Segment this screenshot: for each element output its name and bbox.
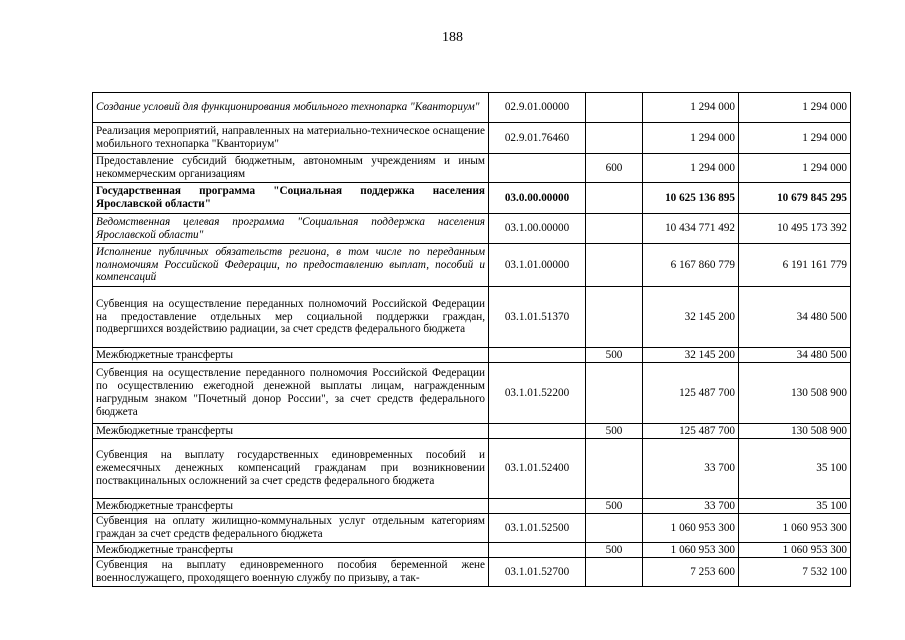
row-expense-type-cell (586, 214, 643, 244)
row-amount-year2-cell: 34 480 500 (739, 287, 851, 348)
row-amount-year2-cell: 1 294 000 (739, 123, 851, 154)
table-row (93, 123, 851, 154)
row-amount-year1-cell: 1 060 953 300 (643, 514, 739, 543)
row-name-cell: Межбюджетные трансферты (93, 348, 489, 363)
row-amount-year2-cell: 10 495 173 392 (739, 214, 851, 244)
table-row (93, 424, 851, 439)
table-row (93, 183, 851, 214)
table-row (93, 348, 851, 363)
table-row (93, 287, 851, 348)
row-name-cell: Межбюджетные трансферты (93, 499, 489, 514)
row-name-cell: Государственная программа "Социальная поддержка населения Ярославской области" (93, 183, 489, 214)
row-expense-type-cell: 600 (586, 154, 643, 183)
row-code-cell (489, 543, 586, 558)
page-number: 188 (442, 30, 463, 45)
row-code-cell: 03.1.01.00000 (489, 244, 586, 287)
row-code-cell: 03.0.00.00000 (489, 183, 586, 214)
table-row (93, 214, 851, 244)
table-row (93, 558, 851, 587)
budget-table (92, 92, 851, 587)
row-amount-year1-cell: 10 434 771 492 (643, 214, 739, 244)
row-amount-year2-cell: 35 100 (739, 439, 851, 499)
row-amount-year1-cell: 1 294 000 (643, 154, 739, 183)
row-expense-type-cell: 500 (586, 499, 643, 514)
row-name-cell: Субвенция на выплату единовременного пособия беременной жене военнослужащего, проходящего военную службу по призыву, а так- (93, 558, 489, 587)
table-row (93, 154, 851, 183)
row-name-cell: Межбюджетные трансферты (93, 424, 489, 439)
row-name-cell: Предоставление субсидий бюджетным, автономным учреждениям и иным некоммерческим организациям (93, 154, 489, 183)
row-name-cell: Субвенция на осуществление переданного полномочия Российской Федерации по осуществлению ежегодной денежной выплаты лицам, награжденным нагрудным знаком "Почетный донор России", за счет средств федерального бюджета (93, 363, 489, 424)
row-code-cell: 03.1.00.00000 (489, 214, 586, 244)
row-name-cell: Субвенция на выплату государственных единовременных пособий и ежемесячных денежных компенсаций гражданам при возникновении поствакцинальных осложнений за счет средств федерального бюджета (93, 439, 489, 499)
row-expense-type-cell (586, 558, 643, 587)
row-amount-year1-cell: 1 294 000 (643, 123, 739, 154)
row-amount-year2-cell: 130 508 900 (739, 363, 851, 424)
row-amount-year2-cell: 6 191 161 779 (739, 244, 851, 287)
row-amount-year2-cell: 1 060 953 300 (739, 543, 851, 558)
row-code-cell: 03.1.01.52200 (489, 363, 586, 424)
row-code-cell (489, 499, 586, 514)
row-expense-type-cell: 500 (586, 543, 643, 558)
row-name-cell: Субвенция на оплату жилищно-коммунальных услуг отдельным категориям граждан за счет средств федерального бюджета (93, 514, 489, 543)
row-expense-type-cell (586, 93, 643, 123)
row-amount-year1-cell: 10 625 136 895 (643, 183, 739, 214)
row-name-cell: Исполнение публичных обязательств региона, в том числе по переданным полномочиям Российской Федерации, по предоставлению выплат, пособий и компенсаций (93, 244, 489, 287)
row-expense-type-cell (586, 514, 643, 543)
row-amount-year1-cell: 1 060 953 300 (643, 543, 739, 558)
row-amount-year2-cell: 35 100 (739, 499, 851, 514)
row-amount-year2-cell: 1 294 000 (739, 93, 851, 123)
row-expense-type-cell (586, 287, 643, 348)
row-code-cell: 03.1.01.52700 (489, 558, 586, 587)
row-amount-year2-cell: 1 060 953 300 (739, 514, 851, 543)
row-name-cell: Создание условий для функционирования мобильного технопарка "Кванториум" (93, 93, 489, 123)
row-expense-type-cell: 500 (586, 348, 643, 363)
row-amount-year2-cell: 10 679 845 295 (739, 183, 851, 214)
row-name-cell: Ведомственная целевая программа "Социальная поддержка населения Ярославской области" (93, 214, 489, 244)
row-amount-year1-cell: 1 294 000 (643, 93, 739, 123)
row-name-cell: Реализация мероприятий, направленных на материально-техническое оснащение мобильного технопарка "Кванториум" (93, 123, 489, 154)
row-amount-year2-cell: 1 294 000 (739, 154, 851, 183)
row-code-cell: 03.1.01.52400 (489, 439, 586, 499)
row-amount-year1-cell: 32 145 200 (643, 348, 739, 363)
row-name-cell: Субвенция на осуществление переданных полномочий Российской Федерации на предоставление отдельных мер социальной поддержки граждан, подвергшихся воздействию радиации, за счет средств федерального бюджета (93, 287, 489, 348)
table-row (93, 244, 851, 287)
row-code-cell: 02.9.01.76460 (489, 123, 586, 154)
row-expense-type-cell (586, 123, 643, 154)
row-amount-year1-cell: 125 487 700 (643, 363, 739, 424)
row-code-cell (489, 348, 586, 363)
row-amount-year1-cell: 125 487 700 (643, 424, 739, 439)
table-row (93, 499, 851, 514)
table-row (93, 363, 851, 424)
row-amount-year2-cell: 7 532 100 (739, 558, 851, 587)
row-amount-year1-cell: 33 700 (643, 499, 739, 514)
row-code-cell: 02.9.01.00000 (489, 93, 586, 123)
table-row (93, 543, 851, 558)
table-row (93, 439, 851, 499)
row-amount-year1-cell: 32 145 200 (643, 287, 739, 348)
row-code-cell (489, 154, 586, 183)
row-amount-year1-cell: 7 253 600 (643, 558, 739, 587)
row-expense-type-cell: 500 (586, 424, 643, 439)
row-amount-year2-cell: 34 480 500 (739, 348, 851, 363)
row-amount-year1-cell: 6 167 860 779 (643, 244, 739, 287)
row-expense-type-cell (586, 439, 643, 499)
row-amount-year1-cell: 33 700 (643, 439, 739, 499)
row-code-cell (489, 424, 586, 439)
row-name-cell: Межбюджетные трансферты (93, 543, 489, 558)
row-code-cell: 03.1.01.51370 (489, 287, 586, 348)
table-row (93, 93, 851, 123)
row-expense-type-cell (586, 244, 643, 287)
row-amount-year2-cell: 130 508 900 (739, 424, 851, 439)
row-expense-type-cell (586, 363, 643, 424)
row-expense-type-cell (586, 183, 643, 214)
table-row (93, 514, 851, 543)
row-code-cell: 03.1.01.52500 (489, 514, 586, 543)
